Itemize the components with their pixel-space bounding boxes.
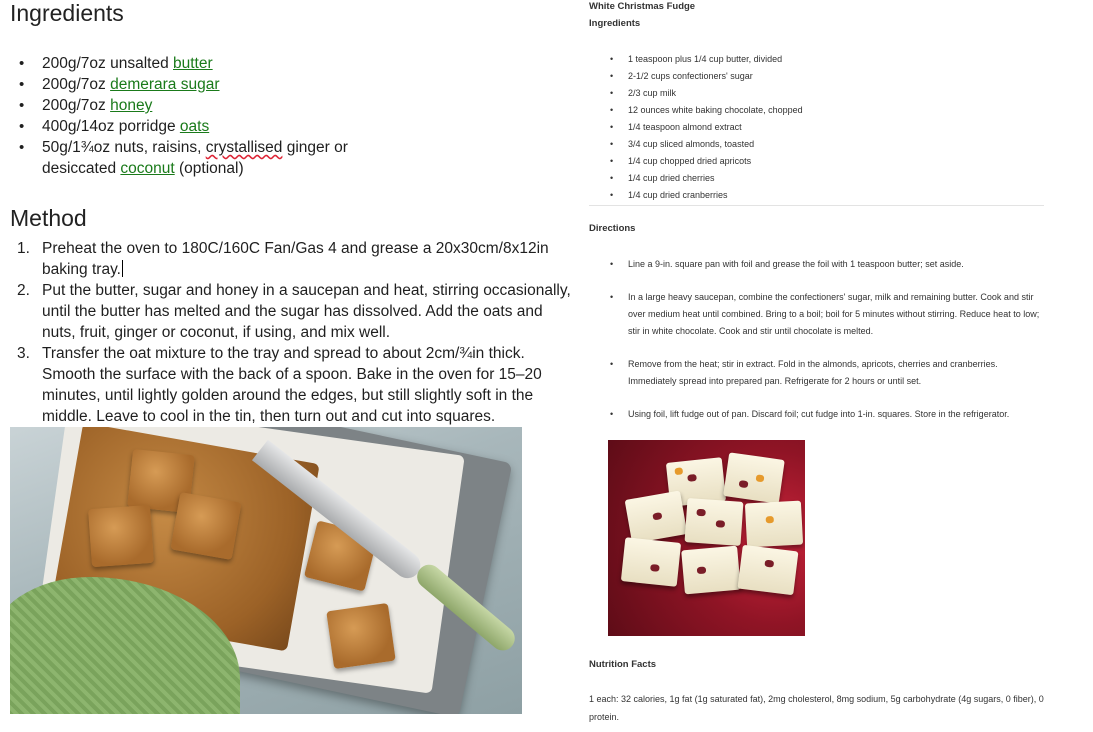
list-item: • 1/4 cup dried cherries	[628, 170, 803, 187]
ingredient-text: 50g/1¾oz nuts, raisins,	[42, 139, 206, 156]
fudge-piece	[738, 545, 799, 595]
fudge-piece	[625, 490, 688, 543]
flapjack-square	[170, 492, 241, 560]
step-number: 3.	[17, 345, 30, 362]
ingredients-heading: Ingredients	[10, 0, 124, 26]
method-step	[17, 343, 572, 427]
flapjack-photo[interactable]	[10, 427, 522, 714]
ingredient-text: 200g/7oz unsalted	[42, 55, 173, 72]
list-item: • 1/4 cup dried cranberries	[628, 187, 803, 204]
ingredient-text: desiccated	[42, 160, 121, 177]
ingredient-text: (optional)	[174, 160, 244, 177]
ingredient-link-demerara-sugar[interactable]: demerara sugar	[110, 76, 220, 93]
direction-item: • Line a 9-in. square pan with foil and grease the foil with 1 teaspoon butter; set aside.	[628, 256, 1048, 273]
ingredient-item	[42, 116, 348, 137]
list-item: • 1/4 cup chopped dried apricots	[628, 153, 803, 170]
directions-list	[628, 256, 1048, 423]
ingredients-heading: Ingredients	[589, 18, 641, 29]
divider	[589, 205, 1044, 206]
direction-item: • In a large heavy saucepan, combine the confectioners' sugar, milk and remaining butter. Cook and stir over medium heat until combined. Bring to a boil; boil for 5 minutes without stirring. Reduce heat to low; stir in white chocolate. Cook and stir until chocolate is melted.	[628, 289, 1048, 340]
ingredient-link-coconut[interactable]: coconut	[120, 160, 175, 177]
fudge-piece	[745, 501, 803, 548]
fudge-piece	[681, 546, 741, 595]
method-steps	[17, 238, 572, 427]
list-item: • 2/3 cup milk	[628, 85, 803, 102]
step-text[interactable]: Transfer the oat mixture to the tray and spread to about 2cm/¾in thick. Smooth the surface with the back of a spoon. Bake in the oven for 15–20 minutes, until lightly golden around the edges, but still slightly soft in the middle. Leave to cool in the tin, then turn out and cut into squares.	[42, 345, 542, 425]
fudge-piece	[621, 537, 681, 587]
ingredient-text: 200g/7oz	[42, 76, 111, 93]
text-cursor	[122, 260, 124, 277]
method-step	[17, 280, 572, 343]
fudge-recipe-document	[589, 0, 1089, 732]
fudge-photo[interactable]	[608, 440, 805, 636]
nutrition-text: 1 each: 32 calories, 1g fat (1g saturated fat), 2mg cholesterol, 8mg sodium, 5g carbohydrate (4g sugars, 0 fiber), 0 protein.	[589, 694, 1044, 722]
nutrition-heading: Nutrition Facts	[589, 659, 657, 670]
ingredient-item	[42, 137, 348, 179]
direction-item: • Using foil, lift fudge out of pan. Discard foil; cut fudge into 1-in. squares. Store in the refrigerator.	[628, 406, 1048, 423]
method-step	[17, 238, 572, 280]
method-heading: Method	[10, 205, 87, 231]
directions-heading: Directions	[589, 223, 636, 234]
ingredient-item	[42, 74, 348, 95]
step-text[interactable]: Put the butter, sugar and honey in a saucepan and heat, stirring occasionally, until the butter has melted and the sugar has dissolved. Add the oats and nuts, fruit, ginger or coconut, if using, and mix well.	[42, 282, 571, 341]
list-item: • 1 teaspoon plus 1/4 cup butter, divided	[628, 51, 803, 68]
flapjack-square	[88, 505, 154, 567]
fudge-piece	[723, 452, 785, 503]
fudge-ingredients-list	[628, 51, 803, 204]
list-item: • 2-1/2 cups confectioners' sugar	[628, 68, 803, 85]
ingredients-list	[42, 53, 348, 179]
step-number: 1.	[17, 240, 30, 257]
fudge-piece	[685, 498, 744, 546]
list-item: • 1/4 teaspoon almond extract	[628, 119, 803, 136]
ingredient-link-butter[interactable]: butter	[173, 55, 213, 72]
list-item: • 12 ounces white baking chocolate, chopped	[628, 102, 803, 119]
ingredient-link-honey[interactable]: honey	[110, 97, 153, 114]
recipe-title: White Christmas Fudge	[589, 1, 696, 12]
step-text[interactable]: Preheat the oven to 180C/160C Fan/Gas 4 and grease a 20x30cm/8x12in baking tray.	[42, 240, 549, 278]
ingredient-text: 400g/14oz porridge	[42, 118, 180, 135]
step-number: 2.	[17, 282, 30, 299]
ingredient-link-oats[interactable]: oats	[179, 118, 210, 135]
spellcheck-word[interactable]: crystallised	[205, 139, 283, 156]
flapjack-square	[326, 603, 395, 669]
ingredient-text: 200g/7oz	[42, 97, 111, 114]
ingredient-item	[42, 95, 348, 116]
list-item: • 3/4 cup sliced almonds, toasted	[628, 136, 803, 153]
direction-item: • Remove from the heat; stir in extract. Fold in the almonds, apricots, cherries and cranberries. Immediately spread into prepared pan. Refrigerate for 2 hours or until set.	[628, 356, 1048, 390]
ingredient-item	[42, 53, 348, 74]
ingredient-text: ginger or	[282, 139, 348, 156]
